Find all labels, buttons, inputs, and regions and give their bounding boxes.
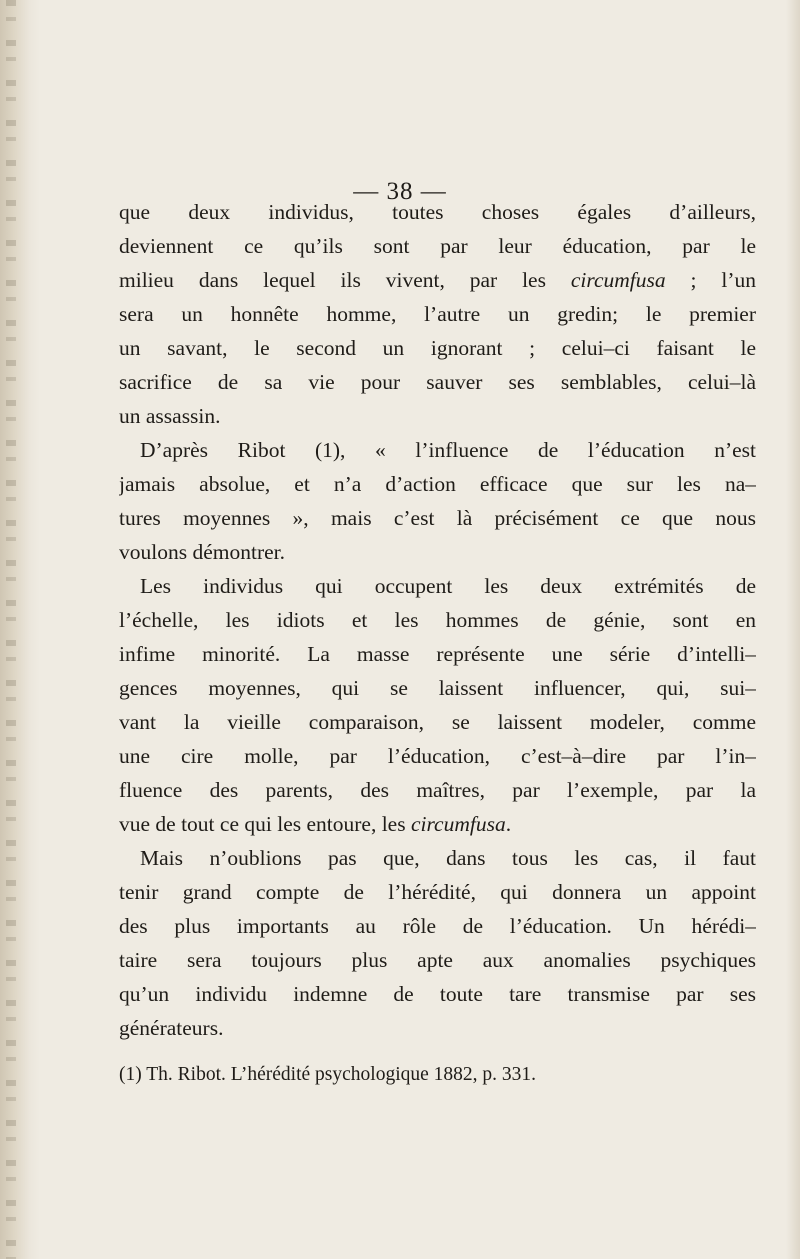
page-number: — 38 — [353,178,447,205]
text-line: voulons démontrer. [119,540,286,564]
text-line: un assassin. [119,404,221,428]
text-line: qu’un individu indemne de toute tare transmise par ses [119,982,756,1006]
text-line: Les individus qui occupent les deux extrémités de [140,574,756,598]
text-line: l’échelle, les idiots et les hommes de génie, sont en [119,608,756,632]
text-line: tures moyennes », mais c’est là précisément ce que nous [119,506,756,530]
footnote: (1) Th. Ribot. L’hérédité psychologique 1882, p. 331. [119,1064,537,1085]
text-line: D’après Ribot (1), « l’influence de l’éducation n’est [140,438,756,462]
text-line: sacrifice de sa vie pour sauver ses semblables, celui–là [119,370,756,394]
text-line: fluence des parents, des maîtres, par l’exemple, par la [119,778,756,802]
text-line: une cire molle, par l’éducation, c’est–à–dire par l’in– [119,744,756,768]
text-line: que deux individus, toutes choses égales d’ailleurs, [119,200,756,224]
text-line: générateurs. [119,1016,224,1040]
text-line: taire sera toujours plus apte aux anomalies psychiques [119,948,756,972]
text-line: des plus importants au rôle de l’éducation. Un hérédi– [119,914,756,938]
text-line: jamais absolue, et n’a d’action efficace que sur les na– [119,472,756,496]
text-line: Mais n’oublions pas que, dans tous les cas, il faut [140,846,756,870]
italic-term: circumfusa [410,812,506,836]
text-line: un savant, le second un ignorant ; celui–ci faisant le [119,336,756,360]
text-line: sera un honnête homme, l’autre un gredin; le premier [119,302,756,326]
italic-term: circumfusa [570,268,666,292]
text-line: vue de tout ce qui les entoure, les circumfusa. [119,812,512,836]
text-line: tenir grand compte de l’hérédité, qui donnera un appoint [119,880,756,904]
text-line: deviennent ce qu’ils sont par leur éducation, par le [119,234,756,258]
text-line: gences moyennes, qui se laissent influencer, qui, sui– [119,676,756,700]
text-line: vant la vieille comparaison, se laissent modeler, comme [119,710,756,734]
text-line: milieu dans lequel ils vivent, par les circumfusa ; l’un [119,268,756,292]
text-line: infime minorité. La masse représente une série d’intelli– [119,642,756,666]
